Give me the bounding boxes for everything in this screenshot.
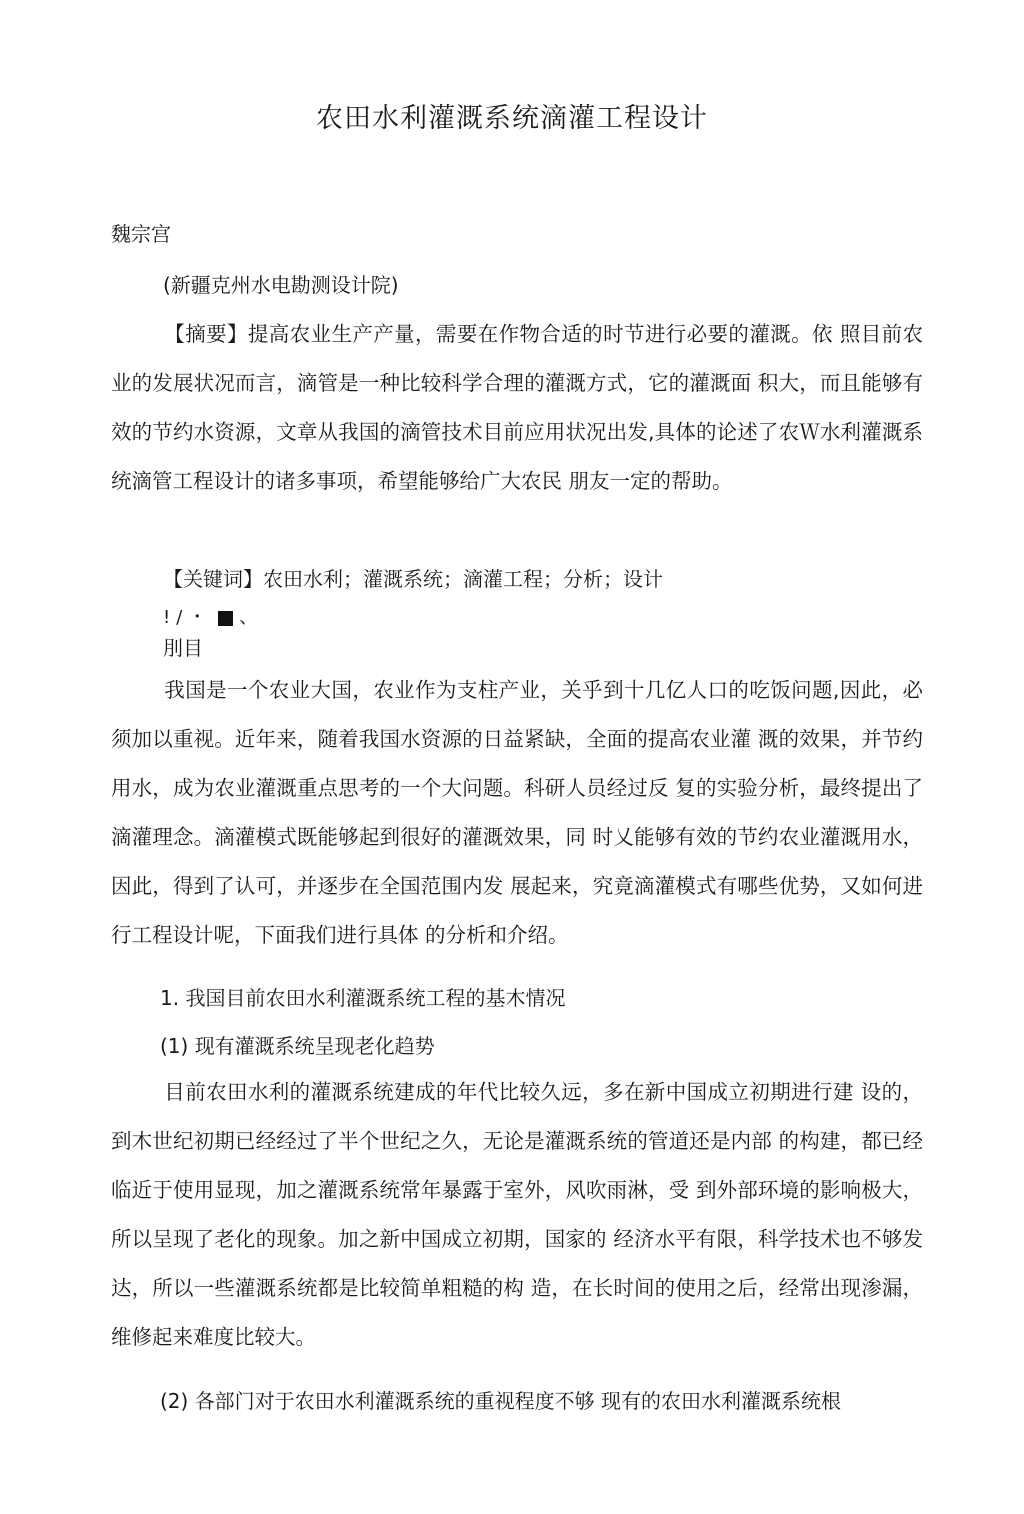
artifact-text-1: !/・ bbox=[163, 607, 213, 628]
subsection-1-paragraph: 目前农田水利的灌溉系统建成的年代比较久远，多在新中国成立初期进行建 设的，到木世纪初期已经经过了半个世纪之久，无论是灌溉系统的管道还是内部 的构建，都已经临近于使用显现，加之灌溉系统常年暴露于室外，风吹雨淋，受 到外部环境的影响极大，所以呈现了老化的现象。加之新中国成立初期，国家的 经济水平有限，科学技术也不够发达，所以一些灌溉系统都是比较简单粗糙的构 造，在长时间的使用之后，经常出现渗漏，维修起来难度比较大。 bbox=[111, 1080, 923, 1349]
subsection-2-line: (2) 各部门对于农田水利灌溉系统的重视程度不够 现有的农田水利灌溉系统根 bbox=[160, 1389, 842, 1413]
artifact-text-2: 、 bbox=[239, 607, 264, 628]
intro-paragraph: 我国是一个农业大国，农业作为支柱产业，关乎到十几亿人口的吃饭问题,因此，必须加以重视。近年来，随着我国水资源的日益紧缺，全面的提高农业灌 溉的效果，并节约用水，成为农业灌溉重点思考的一个大问题。科研人员经过反 复的实验分析，最终提出了滴灌理念。滴灌模式既能够起到很好的灌溉效果，同 时乂能够有效的节约农业灌溉用水，因此，得到了认可，并逐步在全国范围内发 展起来，究竟滴灌模式有哪些优势，又如何进行工程设计呢，下面我们进行具体 的分析和介绍。 bbox=[111, 678, 923, 947]
intro-heading: 刖目 bbox=[163, 636, 203, 660]
subsection-1-heading: (1) 现有灌溉系统呈现老化趋势 bbox=[160, 1034, 435, 1058]
section-1-heading: 1. 我国目前农田水利灌溉系统工程的基木情况 bbox=[160, 986, 566, 1010]
black-square-mark bbox=[218, 611, 233, 626]
document-title: 农田水利灌溉系统滴灌工程设计 bbox=[316, 103, 708, 134]
author-name: 魏宗宫 bbox=[111, 222, 171, 246]
author-affiliation: (新疆克州水电勘测设计院) bbox=[163, 273, 399, 297]
scan-artifact-line bbox=[163, 603, 263, 629]
keywords-line: 【关键词】农田水利；灌溉系统；滴灌工程；分析；设计 bbox=[163, 567, 663, 591]
abstract-paragraph: 【摘要】提高农业生产产量，需要在作物合适的时节进行必要的灌溉。依 照目前农业的发展状况而言，滴管是一种比较科学合理的灌溉方式，它的灌溉面 积大，而且能够有效的节约水资源，文章从我国的滴管技术目前应用状况出发,具体的论述了农Ｗ水利灌溉系统滴管工程设计的诸多事项，希望能够给广大农民 朋友一定的帮助。 bbox=[111, 322, 923, 493]
